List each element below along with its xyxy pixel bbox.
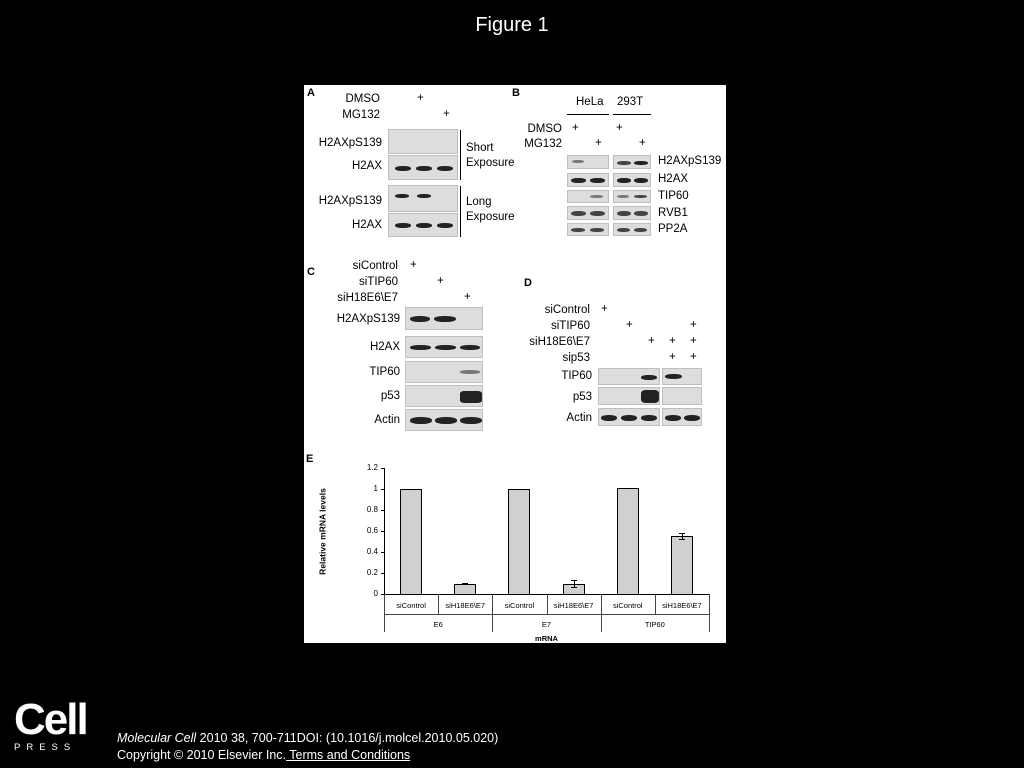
blot-row-label: TIP60 — [658, 190, 689, 202]
category-row-line — [384, 614, 709, 615]
blot-row-label: p53 — [572, 391, 592, 403]
plus-sign: + — [595, 137, 602, 149]
plus-sign: + — [616, 122, 623, 134]
bar — [671, 536, 693, 595]
plus-sign: + — [669, 335, 676, 347]
panel-a-treatment-dmso: DMSO — [345, 93, 380, 105]
y-tick-label: 0 — [373, 589, 378, 598]
plus-sign: + — [648, 335, 655, 347]
plus-sign: + — [690, 335, 697, 347]
panel-b-label: B — [512, 87, 520, 99]
y-tick-mark — [381, 552, 384, 553]
copyright-text: Copyright © 2010 Elsevier Inc. — [117, 748, 287, 762]
plus-sign: + — [601, 303, 608, 315]
plus-sign: + — [410, 259, 417, 271]
error-bar-cap — [571, 580, 577, 581]
bar — [400, 489, 422, 595]
plus-sign: + — [437, 275, 444, 287]
error-bar-cap — [679, 533, 685, 534]
blot-row-label: H2AX — [351, 160, 382, 172]
plus-sign: + — [639, 137, 646, 149]
journal-name: Molecular Cell — [117, 731, 197, 745]
panel-d-treatment-sitip60: siTIP60 — [551, 320, 590, 332]
blot-row-label: H2AX — [369, 341, 400, 353]
panel-a-treatment-mg132: MG132 — [342, 109, 380, 121]
blot-row-label: TIP60 — [561, 370, 592, 382]
exposure-label-long: Long Exposure — [466, 196, 515, 223]
blot-row-label: Actin — [566, 412, 592, 424]
plus-sign: + — [690, 351, 697, 363]
group-label: TIP60 — [644, 620, 665, 629]
y-tick-mark — [381, 468, 384, 469]
y-tick-label: 0.2 — [366, 568, 378, 577]
panel-d-label: D — [524, 277, 532, 289]
category-label: siControl — [396, 601, 426, 610]
bar-chart — [304, 85, 726, 643]
y-tick-label: 0.6 — [366, 526, 378, 535]
bar — [454, 584, 476, 596]
category-label: siControl — [612, 601, 643, 610]
y-axis-line — [384, 468, 385, 594]
plus-sign: + — [443, 108, 450, 120]
category-divider — [709, 594, 710, 632]
logo-text: Cell — [14, 695, 87, 744]
plus-sign: + — [572, 122, 579, 134]
y-tick-mark — [381, 489, 384, 490]
category-label: siH18E6\E7 — [662, 601, 702, 610]
x-axis-title: mRNA — [535, 634, 558, 643]
bar — [617, 488, 639, 595]
figure-panel — [304, 85, 726, 643]
panel-c-treatment-sitip60: siTIP60 — [359, 276, 398, 288]
blot-row-label: RVB1 — [658, 207, 688, 219]
citation — [117, 731, 498, 745]
y-tick-mark — [381, 573, 384, 574]
plus-sign: + — [464, 291, 471, 303]
exposure-label-short: Short Exposure — [466, 142, 515, 169]
group-label: E7 — [541, 620, 552, 629]
panel-b-treatment-dmso: DMSO — [527, 123, 562, 135]
panel-d-treatment-sicontrol: siControl — [544, 304, 590, 316]
logo-subtext: PRESS — [14, 742, 77, 753]
panel-c-treatment-sicontrol: siControl — [352, 260, 398, 272]
plus-sign: + — [417, 92, 424, 104]
blot-row-label: H2AXpS139 — [318, 137, 382, 149]
category-label: siH18E6\E7 — [445, 601, 486, 610]
copyright — [117, 748, 410, 762]
blot-row-label: H2AXpS139 — [658, 155, 722, 167]
blot-row-label: Actin — [374, 414, 400, 426]
cell-line-hela: HeLa — [576, 96, 604, 108]
y-tick-label: 0.4 — [366, 547, 378, 556]
blot-row-label: PP2A — [658, 223, 688, 235]
bar — [508, 489, 530, 595]
panel-d-treatment-sip53: sip53 — [562, 352, 590, 364]
cell-line-293t: 293T — [617, 96, 644, 108]
error-bar-cap — [571, 587, 577, 588]
panel-c-treatment-sih18e6e7: siH18E6\E7 — [337, 292, 398, 304]
group-label: E6 — [433, 620, 443, 629]
plus-sign: + — [669, 351, 676, 363]
panel-c-label: C — [307, 266, 315, 278]
panel-b-treatment-mg132: MG132 — [524, 138, 562, 150]
terms-link[interactable]: Terms and Conditions — [286, 748, 411, 762]
category-divider — [547, 594, 548, 614]
blot-row-label: H2AX — [351, 219, 382, 231]
panel-a-label: A — [307, 87, 315, 99]
blot-row-label: H2AXpS139 — [336, 313, 400, 325]
blot-row-label: H2AX — [658, 173, 689, 185]
panel-e-label: E — [306, 453, 314, 465]
error-bar-cap — [679, 539, 685, 540]
category-divider — [655, 594, 656, 614]
plus-sign: + — [690, 319, 697, 331]
y-axis-title: Relative mRNA levels — [317, 488, 328, 575]
error-bar-cap — [462, 584, 468, 585]
blot-row-label: p53 — [380, 390, 400, 402]
y-tick-mark — [381, 510, 384, 511]
y-tick-mark — [381, 531, 384, 532]
cell-press-logo — [14, 695, 87, 753]
category-label: siControl — [504, 601, 535, 610]
blot-row-label: H2AXpS139 — [318, 195, 382, 207]
y-tick-label: 0.8 — [366, 505, 378, 514]
panel-d-treatment-sih18e6e7: siH18E6\E7 — [529, 336, 590, 348]
category-label: siH18E6\E7 — [553, 601, 594, 610]
plus-sign: + — [626, 319, 633, 331]
category-divider — [438, 594, 439, 614]
y-tick-label: 1.2 — [366, 463, 378, 472]
citation-details: 2010 38, 700-711DOI: (10.1016/j.molcel.2010.05.020) — [196, 731, 499, 745]
y-tick-label: 1 — [373, 484, 378, 493]
slide-title: Figure 1 — [475, 14, 549, 36]
blot-row-label: TIP60 — [369, 366, 400, 378]
